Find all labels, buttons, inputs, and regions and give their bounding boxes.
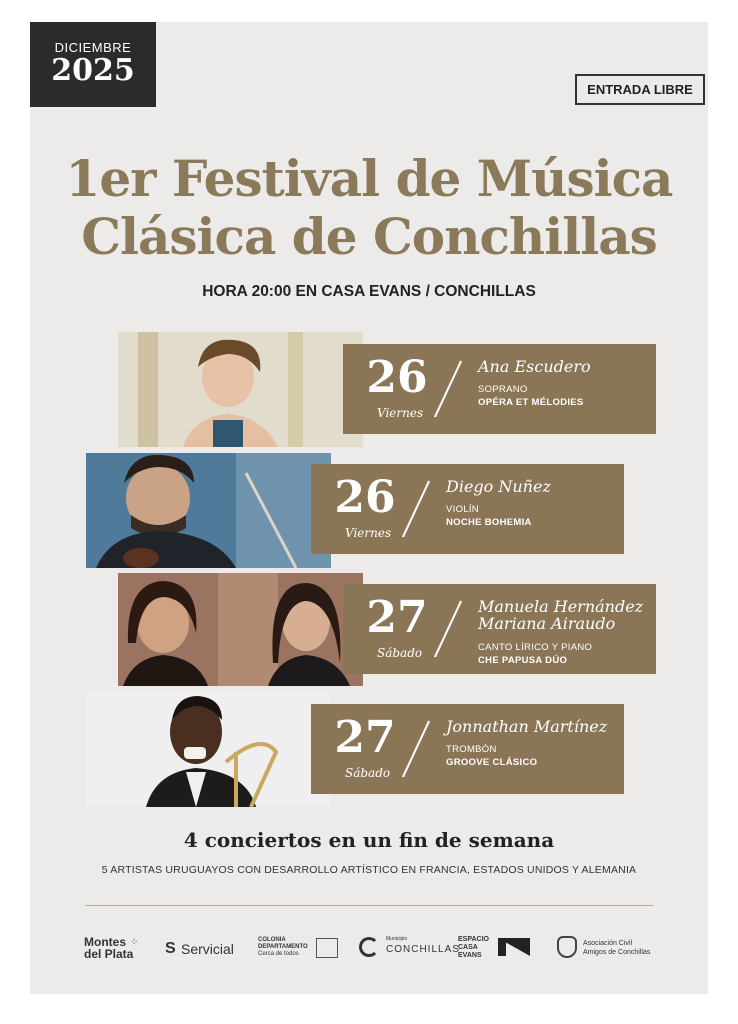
tagline-detail: 5 ARTISTAS URUGUAYOS CON DESARROLLO ARTÍSTICO EN FRANCIA, ESTADOS UNIDOS Y ALEMANIA [101,864,637,876]
divider-line [85,905,653,906]
date-month: DICIEMBRE [54,40,132,55]
logo-colonia [258,937,308,958]
concert-day: 27 [366,592,428,643]
concert-day: 26 [366,352,428,403]
show-title: CHE PAPUSA DÚO [478,655,568,666]
s-logo-icon: S [165,940,176,957]
concert-card-4 [311,704,624,794]
artist-name: Ana Escudero [478,357,591,376]
municipio-small: Municipio [386,936,408,942]
colonia-line2: DEPARTAMENTO [258,944,308,950]
artist-name-2: Mariana Airaudo [478,614,616,633]
concert-card-3 [343,584,656,674]
show-title: GROOVE CLÁSICO [446,757,538,768]
artist-role: VIOLÍN [446,504,479,515]
concert-weekday: Viernes [377,406,424,420]
logo-municipio-conchillas: CONCHILLAS [386,944,460,955]
festival-title [30,150,708,266]
artist-role: TROMBÓN [446,744,497,755]
date-badge [30,22,156,107]
logo-espacio-casa-evans [458,936,489,960]
concert-card-2 [311,464,624,554]
free-entry-badge: ENTRADA LIBRE [575,74,705,105]
title-line-1: 1er Festival de Música [65,149,673,208]
divider-slash [434,360,462,417]
divider-slash [402,480,430,537]
crest-icon [557,936,577,958]
date-year: 2025 [51,53,135,88]
montes-line1: Montes [84,935,126,949]
concert-card-1 [343,344,656,434]
sponsor-logos [80,933,670,967]
logo-servicial: Servicial [181,941,234,957]
conchillas-c-icon [359,937,379,957]
divider-slash [402,720,430,777]
photo-diego-nunez [86,453,331,568]
logo-montes-del-plata [84,936,133,960]
tagline: 4 conciertos en un fin de semana [183,828,555,852]
photo-ana-escudero [118,332,363,447]
shield-icon [316,938,338,958]
dots-icon: ⁘ [130,937,138,948]
flag-shape-icon [498,938,530,956]
colonia-line1: COLONIA [258,937,286,943]
logo-asociacion-civil [583,939,650,957]
espacio-line3: EVANS [458,952,482,959]
concert-weekday: Sábado [377,646,423,660]
divider-slash [434,600,462,657]
artist-name: Manuela Hernández [478,597,644,616]
show-title: OPÉRA ET MÉLODIES [478,397,584,408]
artist-role: SOPRANO [478,384,528,395]
asociacion-line2: Amigos de Conchillas [583,949,651,956]
asociacion-line1: Asociación Civil [583,940,633,947]
time-venue: HORA 20:00 EN CASA EVANS / CONCHILLAS [202,283,536,300]
artist-name: Jonnathan Martínez [446,717,608,736]
espacio-line1: ESPACIO [458,936,489,943]
artist-name: Diego Nuñez [446,477,551,496]
concert-weekday: Sábado [345,766,391,780]
montes-line2: del Plata [84,947,134,961]
show-title: NOCHE BOHEMIA [446,517,532,528]
artist-role: CANTO LÍRICO Y PIANO [478,642,593,653]
concert-weekday: Viernes [345,526,392,540]
photo-manuela-mariana [118,573,363,686]
concert-day: 26 [334,472,396,523]
colonia-line3: Cerca de todos [258,951,299,957]
concert-day: 27 [334,712,396,763]
artist-names [478,598,653,632]
photo-jonnathan-martinez [86,692,331,807]
espacio-line2: CASA [458,944,478,951]
title-line-2: Clásica de Conchillas [81,207,657,266]
